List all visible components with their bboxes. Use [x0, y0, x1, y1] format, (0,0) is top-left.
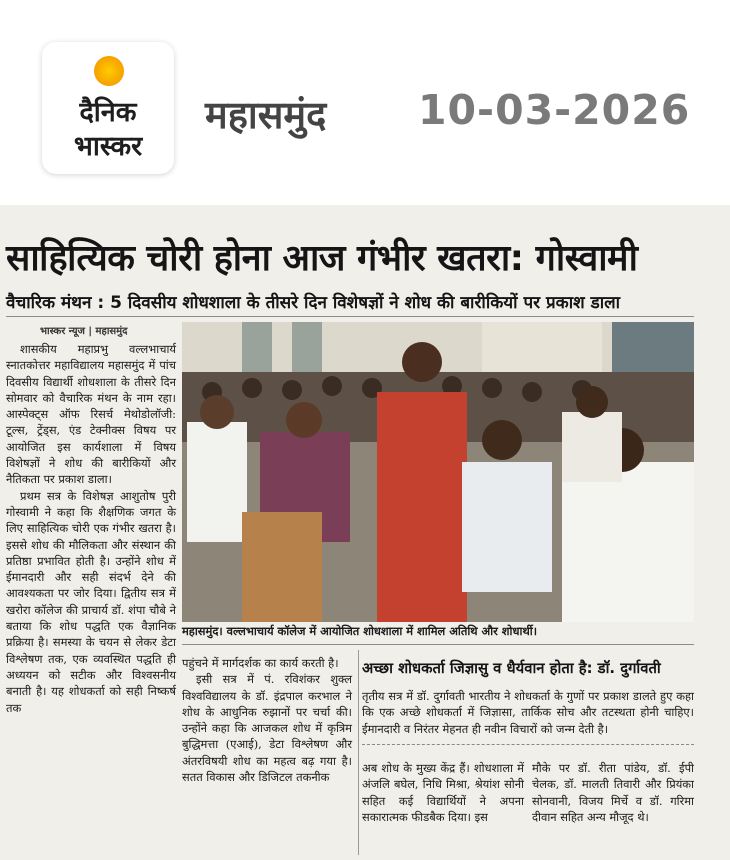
dashed-divider	[362, 744, 694, 745]
dainik-bhaskar-logo	[42, 42, 174, 174]
article-column-4: अब शोध के मुख्य केंद्र हैं। शोधशाला में अंजलि बघेल, निधि मिश्रा, श्रेयांश सोनी सहित कई विद्यार्थियों ने अपना सकारात्मक फीडबैक दिया। इस	[362, 761, 524, 824]
paragraph: शासकीय महाप्रभु वल्लभाचार्य स्नातकोत्तर महाविद्यालय महासमुंद में पांच दिवसीय विद्यार्थी शोधशाला के तीसरे दिन सोमवार को वैचारिक मंथन के नाम रहा। आस्पेक्ट्स ऑफ रिसर्च मेथोडोलॉजी: टूल्स, ट्रेंड्स, एंड टेक्नीक्स विषय पर आयोजित इस कार्यशाला में विषय विशेषज्ञों ने शोध की बारीकियों और नैतिकता पर प्रकाश डाला।	[6, 342, 176, 487]
paragraph: इसी सत्र में पं. रविशंकर शुक्ल विश्वविद्यालय के डॉ. इंद्रपाल करभाल ने शोध के आधुनिक रुझानों पर चर्चा की। उन्होंने कहा कि आजकल शोध में कृत्रिम बुद्धिमत्ता (एआई), डेटा विश्लेषण और अंतरविषयी शोध का महत्व बढ़ गया है। सतत विकास और डिजिटल तकनीक	[182, 672, 352, 785]
event-photo	[182, 322, 694, 622]
article-column-2	[182, 655, 352, 785]
sun-icon	[94, 56, 124, 86]
paragraph: प्रथम सत्र के विशेषज्ञ आशुतोष पुरी गोस्वामी ने कहा कि शैक्षणिक जगत के लिए साहित्यिक चोरी एक गंभीर खतरा है। इससे शोध की मौलिकता और संस्थान की प्रतिष्ठा प्रभावित होती है। उन्होंने शोध में ईमानदारी और सही संदर्भ देने की आवश्यकता पर जोर दिया। द्वितीय सत्र में खरोरा कॉलेज की प्राचार्य डॉ. शंपा चौबे ने बताया कि शोध पद्धति एक वैज्ञानिक प्रक्रिया है। समस्या के चयन से लेकर डेटा विश्लेषण तक, एक व्यवस्थित पद्धति ही अध्ययन को सटीक और विश्वसनीय बनाती है। यह शोधकर्ता को सही निष्कर्ष तक	[6, 488, 176, 715]
city-name: महासमुंद	[205, 93, 327, 137]
paragraph: तृतीय सत्र में डॉ. दुर्गावती भारतीय ने शोधकर्ता के गुणों पर प्रकाश डालते हुए कहा कि एक अच्छे शोधकर्ता में जिज्ञासा, तार्किक सोच और तटस्थता होनी चाहिए। ईमानदारी व निरंतर मेहनत ही नवीन विचारों को जन्म देती है।	[362, 689, 694, 736]
article-column-5: मौके पर डॉ. रीता पांडेय, डॉ. ईपी चेलक, डॉ. मालती तिवारी और प्रियंका सोनवानी, विजय मिर्चे व डॉ. गरिमा दीवान सहित अन्य मौजूद थे।	[532, 761, 694, 824]
photo-caption: महासमुंद। वल्लभाचार्य कॉलेज में आयोजित शोधशाला में शामिल अतिथि और शोधार्थी।	[182, 624, 538, 638]
logo-text-line2: भास्कर	[73, 131, 143, 162]
paragraph: पहुंचने में मार्गदर्शक का कार्य करती है।	[182, 656, 339, 670]
divider	[6, 316, 694, 317]
divider	[182, 644, 694, 645]
subheading: अच्छा शोधकर्ता जिज्ञासु व धैर्यवान होता है: डॉ. दुर्गावती	[362, 660, 661, 677]
headline: साहित्यिक चोरी होना आज गंभीर खतरा: गोस्वामी	[6, 238, 638, 279]
edition-date: 10-03-2026	[418, 86, 691, 134]
page-header	[0, 0, 730, 205]
article-column-1	[6, 341, 176, 716]
subheadline: वैचारिक मंथन : 5 दिवसीय शोधशाला के तीसरे दिन विशेषज्ञों ने शोध की बारीकियों पर प्रकाश डाला	[6, 293, 621, 313]
event-photo-illustration	[182, 322, 694, 622]
column-divider	[358, 650, 359, 855]
logo-text-line1: दैनिक	[79, 97, 137, 128]
dateline: भास्कर न्यूज | महासमुंद	[40, 326, 128, 337]
